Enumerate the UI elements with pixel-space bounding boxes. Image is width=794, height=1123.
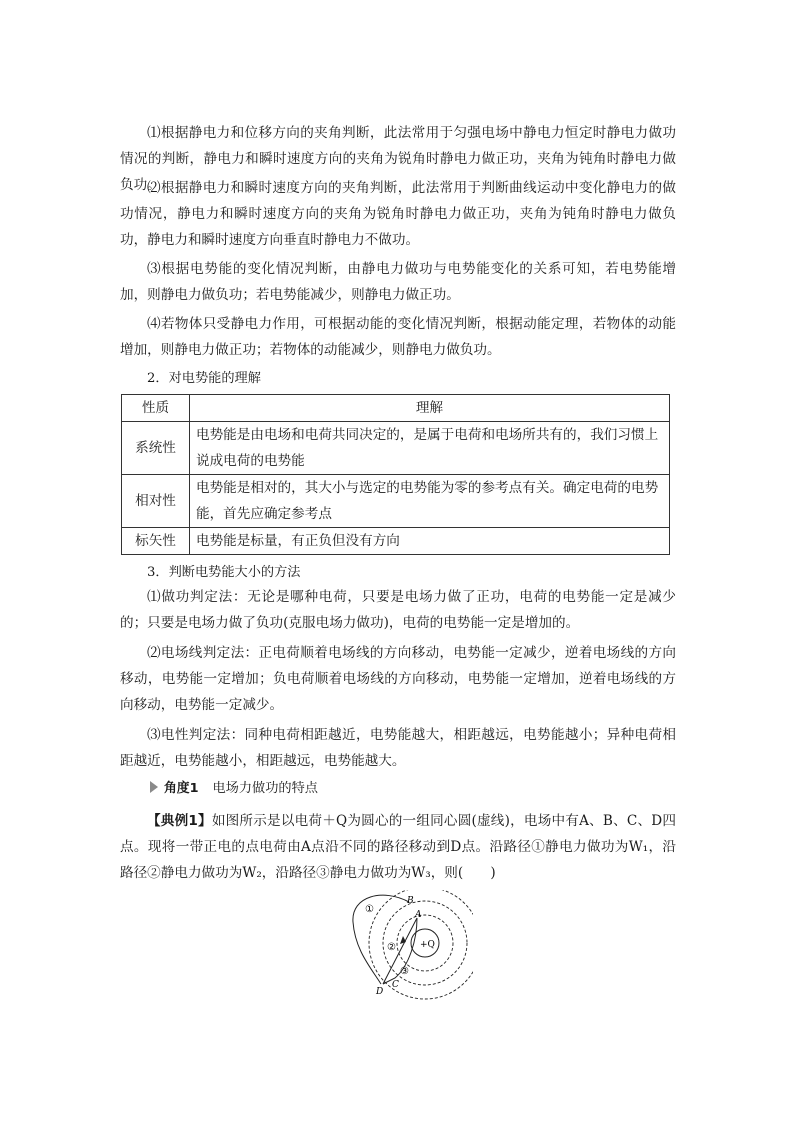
intro-paragraph-2: ⑵根据静电力和瞬时速度方向的夹角判断，此法常用于判断曲线运动中变化静电力的做功情况，静电力和瞬时速度方向的夹角为锐角时静电力做正功，夹角为钝角时静电力做负功，静电力和瞬时速度方向垂直时静电力不做功。	[120, 180, 676, 248]
method-paragraph-1: ⑴做功判定法：无论是哪种电荷，只要是电场力做了正功，电荷的电势能一定是减少的；只要是电场力做了负功(克服电场力做功)，电荷的电势能一定是增加的。	[120, 589, 676, 631]
example-text: 如图所示是以电荷＋Q为圆心的一组同心圆(虚线)，电场中有A、B、C、D四点。现将一带正电的点电荷由A点沿不同的路径移动到D点。沿路径①静电力做功为W₁，沿路径②静电力做功为W₂，沿路径③静电力做功为W₃，则( )	[120, 813, 676, 881]
table-header-row	[122, 395, 670, 422]
table-row	[122, 422, 670, 475]
intro-paragraph-3: ⑶根据电势能的变化情况判断，由静电力做功与电势能变化的关系可知，若电势能增加，则静电力做负功；若电势能减少，则静电力做正功。	[120, 261, 676, 303]
potential-energy-table	[121, 394, 670, 555]
table-cell-description: 电势能是相对的，其大小与选定的电势能为零的参考点有关。确定电荷的电势能，首先应确定参考点	[190, 475, 670, 528]
concentric-circles-figure	[343, 890, 473, 1004]
table-header-understanding: 理解	[190, 395, 670, 422]
example-paragraph	[120, 808, 676, 886]
triangle-bullet-icon	[150, 781, 158, 793]
point-label-d: D	[376, 987, 384, 997]
angle-heading	[150, 778, 318, 800]
table-row	[122, 475, 670, 528]
point-label-a: A	[415, 910, 422, 920]
point-label-b: B	[407, 896, 414, 906]
path-label-2: ②	[387, 942, 396, 953]
section-3-heading: 3．判断电势能大小的方法	[147, 565, 301, 580]
table-cell-property: 系统性	[122, 422, 190, 475]
angle-title: 电场力做功的特点	[212, 781, 318, 796]
intro-paragraph-1: ⑴根据静电力和位移方向的夹角判断，此法常用于匀强电场中静电力恒定时静电力做功情况的判断，静电力和瞬时速度方向的夹角为锐角时静电力做正功，夹角为钝角时静电力做负功。	[120, 125, 676, 193]
table-row	[122, 528, 670, 555]
intro-paragraph-4: ⑷若物体只受静电力作用，可根据动能的变化情况判断，根据动能定理，若物体的动能增加，则静电力做正功；若物体的动能减少，则静电力做负功。	[120, 316, 676, 358]
table-cell-property: 标矢性	[122, 528, 190, 555]
table-header-property: 性质	[122, 395, 190, 422]
method-paragraph-3: ⑶电性判定法：同种电荷相距越近，电势能越大，相距越远，电势能越小；异种电荷相距越近，电势能越小，相距越远，电势能越大。	[120, 727, 676, 769]
table-cell-property: 相对性	[122, 475, 190, 528]
table-cell-description: 电势能是由电场和电荷共同决定的，是属于电荷和电场所共有的，我们习惯上说成电荷的电势能	[190, 422, 670, 475]
arrow-icon	[400, 936, 406, 944]
method-paragraph-2: ⑵电场线判定法：正电荷顺着电场线的方向移动，电势能一定减少，逆着电场线的方向移动，电势能一定增加；负电荷顺着电场线的方向移动，电势能一定增加，逆着电场线的方向移动，电势能一定减少。	[120, 645, 676, 713]
path-label-1: ①	[365, 904, 374, 915]
example-label: 【典例1】	[147, 813, 212, 829]
table-cell-description: 电势能是标量，有正负但没有方向	[190, 528, 670, 555]
angle-label: 角度1	[164, 781, 199, 796]
path-label-3: ③	[400, 966, 409, 977]
section-2-heading: 2．对电势能的理解	[147, 371, 261, 386]
point-label-c: C	[392, 980, 399, 990]
charge-label: +Q	[420, 940, 435, 950]
